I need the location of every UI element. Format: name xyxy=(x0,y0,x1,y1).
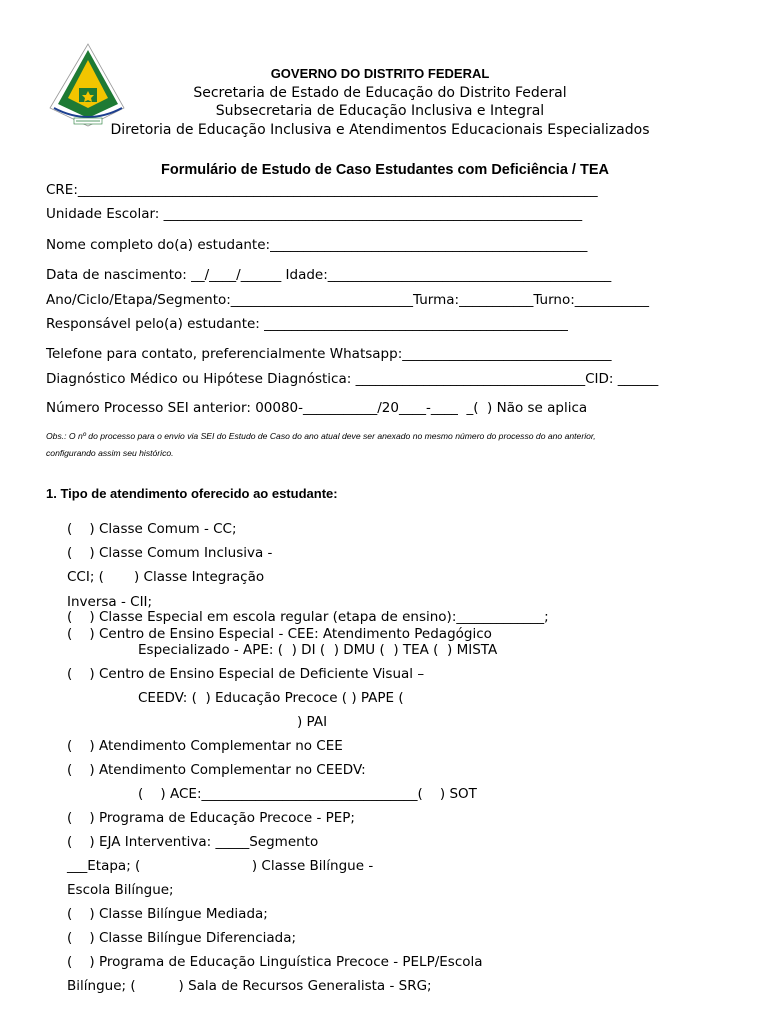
option-ceedv-subtypes[interactable]: CEEDV: ( ) Educação Precoce ( ) PAPE ( xyxy=(138,690,404,706)
option-ape-subtypes[interactable]: Especializado - APE: ( ) DI ( ) DMU ( ) TEA ( ) MISTA xyxy=(138,642,498,658)
field-diagnostico-cid[interactable]: Diagnóstico Médico ou Hipótese Diagnóstica: __________________________________CID: ______ xyxy=(46,371,659,387)
header-secretaria: Secretaria de Estado de Educação do Distrito Federal xyxy=(193,85,567,101)
option-ceedv[interactable]: ( ) Centro de Ensino Especial de Deficiente Visual – xyxy=(67,666,425,682)
option-escola-bilingue: Escola Bilíngue; xyxy=(67,882,174,898)
section-1-heading: 1. Tipo de atendimento oferecido ao estudante: xyxy=(46,486,338,501)
field-responsavel[interactable]: Responsável pelo(a) estudante: _____________________________________________ xyxy=(46,316,568,332)
form-title: Formulário de Estudo de Caso Estudantes com Deficiência / TEA xyxy=(161,162,609,178)
option-classe-integracao-cont: Inversa - CII; xyxy=(67,594,153,610)
option-eja-etapa-classe-bilingue[interactable]: ___Etapa; ( ) Classe Bilíngue - xyxy=(67,858,374,874)
option-classe-integracao[interactable]: CCI; ( ) Classe Integração xyxy=(67,569,265,585)
option-ace-sot[interactable]: ( ) ACE:________________________________( ) SOT xyxy=(138,786,477,802)
header-subsecretaria: Subsecretaria de Educação Inclusiva e Integral xyxy=(215,103,545,119)
header-government: GOVERNO DO DISTRITO FEDERAL xyxy=(270,66,490,81)
option-classe-comum[interactable]: ( ) Classe Comum - CC; xyxy=(67,521,237,537)
option-classe-comum-inclusiva[interactable]: ( ) Classe Comum Inclusiva - xyxy=(67,545,273,561)
option-ceedv-pai[interactable]: ) PAI xyxy=(297,714,328,730)
field-nome-estudante[interactable]: Nome completo do(a) estudante:_______________________________________________ xyxy=(46,237,588,253)
option-centro-ensino-especial[interactable]: ( ) Centro de Ensino Especial - CEE: Atendimento Pedagógico xyxy=(67,626,492,642)
obs-note-line1: Obs.: O nº do processo para o envio via SEI do Estudo de Caso do ano atual deve ser anexado no mesmo número do processo do ano anterior, xyxy=(46,431,596,441)
field-data-nascimento-idade[interactable]: Data de nascimento: __/____/______ Idade:__________________________________________ xyxy=(46,267,612,283)
option-classe-bilingue-diferenciada[interactable]: ( ) Classe Bilíngue Diferenciada; xyxy=(67,930,297,946)
field-unidade-escolar[interactable]: Unidade Escolar: ______________________________________________________________ xyxy=(46,206,583,222)
option-atendimento-complementar-cee[interactable]: ( ) Atendimento Complementar no CEE xyxy=(67,738,343,754)
option-educacao-precoce[interactable]: ( ) Programa de Educação Precoce - PEP; xyxy=(67,810,355,826)
field-telefone[interactable]: Telefone para contato, preferencialmente Whatsapp:_______________________________ xyxy=(46,346,612,362)
field-cre[interactable]: CRE:_____________________________________________________________________________ xyxy=(46,182,598,198)
option-classe-bilingue-mediada[interactable]: ( ) Classe Bilíngue Mediada; xyxy=(67,906,268,922)
option-sala-recursos-generalista[interactable]: Bilíngue; ( ) Sala de Recursos Generalista - SRG; xyxy=(67,978,432,994)
field-ano-turma-turno[interactable]: Ano/Ciclo/Etapa/Segmento:___________________________Turma:___________Turno:___________ xyxy=(46,292,650,308)
obs-note-line2: configurando assim seu histórico. xyxy=(46,448,174,458)
option-eja-interventiva[interactable]: ( ) EJA Interventiva: _____Segmento xyxy=(67,834,319,850)
option-atendimento-complementar-ceedv[interactable]: ( ) Atendimento Complementar no CEEDV: xyxy=(67,762,366,778)
field-processo-sei[interactable]: Número Processo SEI anterior: 00080-___________/20____-____ _( ) Não se aplica xyxy=(46,400,588,416)
option-classe-especial[interactable]: ( ) Classe Especial em escola regular (etapa de ensino):_____________; xyxy=(67,609,549,625)
option-pelp[interactable]: ( ) Programa de Educação Linguística Precoce - PELP/Escola xyxy=(67,954,483,970)
header-diretoria: Diretoria de Educação Inclusiva e Atendimentos Educacionais Especializados xyxy=(110,122,650,138)
